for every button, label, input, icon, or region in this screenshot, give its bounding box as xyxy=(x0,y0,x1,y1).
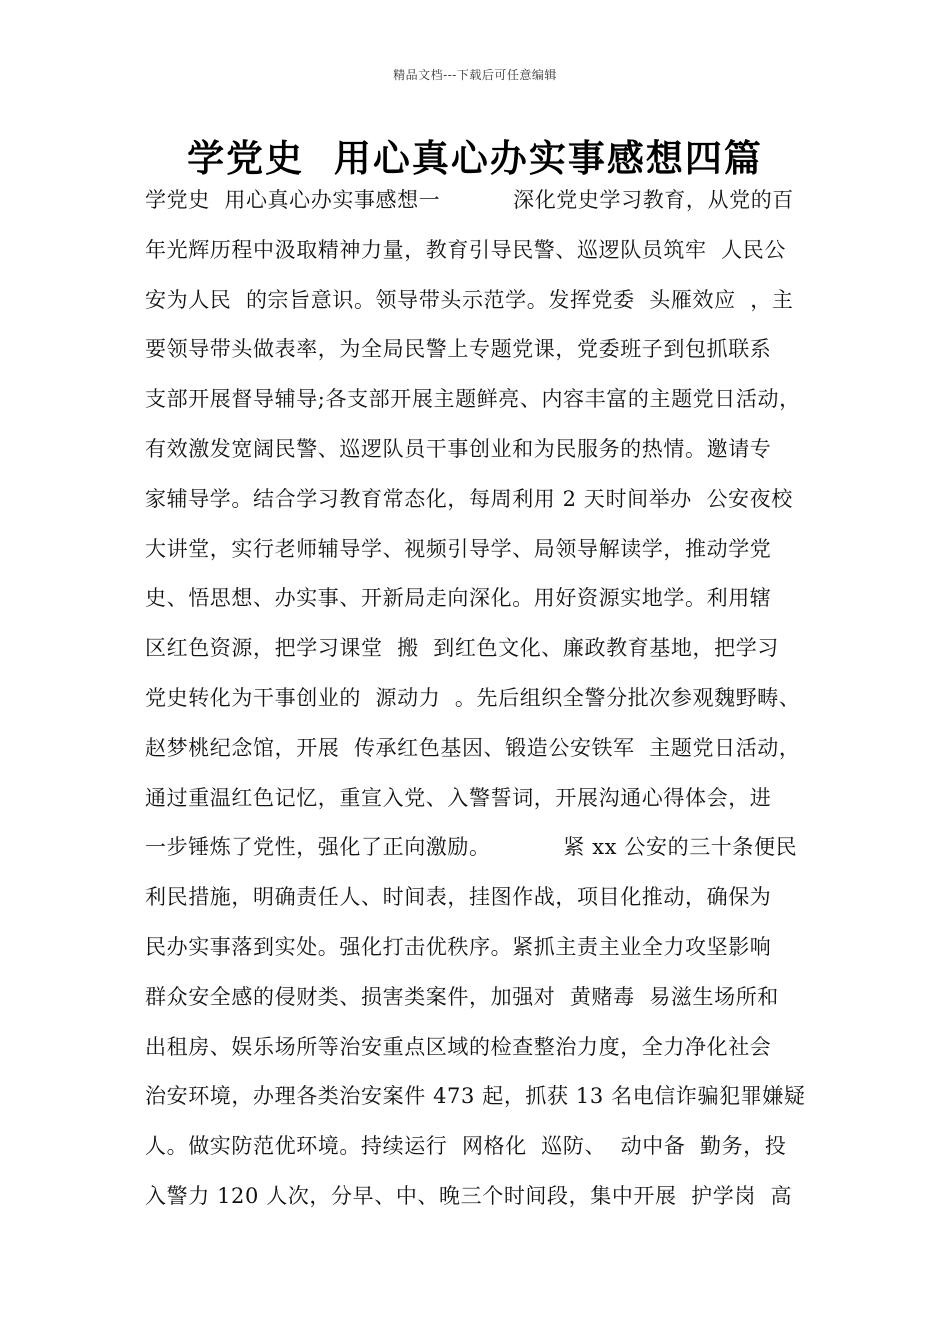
text-line: 出租房、娱乐场所等治安重点区域的检查整治力度，全力净化社会 xyxy=(145,1034,772,1059)
body-text xyxy=(145,184,835,1230)
text-line: 群众安全感的侵财类、损害类案件，加强对 黄赌毒 易滋生场所和 xyxy=(145,984,779,1009)
text-line: 一步锤炼了党性，强化了正向激励。 紧 xx 公安的三十条便民 xyxy=(145,835,798,860)
text-line: 赵梦桃纪念馆，开展 传承红色基因、锻造公安铁军 主题党日活动， xyxy=(145,735,801,760)
text-line: 学党史 用心真心办实事感想一 深化党史学习教育，从党的百 xyxy=(145,188,794,212)
text-line: 支部开展督导辅导;各支部开展主题鲜亮、内容丰富的主题党日活动， xyxy=(145,387,801,412)
text-line: 人。做实防范优环境。持续运行 网格化 巡防、 动中备 勤务，投 xyxy=(145,1134,787,1159)
text-line: 治安环境，办理各类治安案件 473 起，抓获 13 名电信诈骗犯罪嫌疑 xyxy=(145,1084,806,1109)
document-title: 学党史 用心真心办实事感想四篇 xyxy=(187,136,763,180)
text-line: 区红色资源，把学习课堂 搬 到红色文化、廉政教育基地，把学习 xyxy=(145,636,779,661)
text-line: 入警力 120 人次，分早、中、晚三个时间段，集中开展 护学岗 高 xyxy=(145,1183,793,1208)
text-line: 利民措施，明确责任人、时间表，挂图作战，项目化推动，确保为 xyxy=(145,885,772,910)
text-line: 党史转化为干事创业的 源动力 。先后组织全警分批次参观魏野畴、 xyxy=(145,685,801,710)
text-line: 安为人民 的宗旨意识。领导带头示范学。发挥党委 头雁效应 ，主 xyxy=(145,287,794,312)
text-line: 有效激发宽阔民警、巡逻队员干事创业和为民服务的热情。邀请专 xyxy=(145,436,772,461)
text-line: 要领导带头做表率，为全局民警上专题党课，党委班子到包抓联系 xyxy=(145,337,772,362)
text-line: 史、悟思想、办实事、开新局走向深化。用好资源实地学。利用辖 xyxy=(145,586,772,611)
text-line: 家辅导学。结合学习教育常态化，每周利用 2 天时间举办 公安夜校 xyxy=(145,486,793,511)
text-line: 民办实事落到实处。强化打击优秩序。紧抓主责主业全力攻坚影响 xyxy=(145,934,772,959)
header-note: 精品文档---下载后可任意编辑 xyxy=(393,68,557,82)
text-line: 大讲堂，实行老师辅导学、视频引导学、局领导解读学，推动学党 xyxy=(145,536,772,561)
text-line: 年光辉历程中汲取精神力量，教育引导民警、巡逻队员筑牢 人民公 xyxy=(145,237,786,262)
text-line: 通过重温红色记忆，重宣入党、入警誓词，开展沟通心得体会，进 xyxy=(145,785,772,810)
